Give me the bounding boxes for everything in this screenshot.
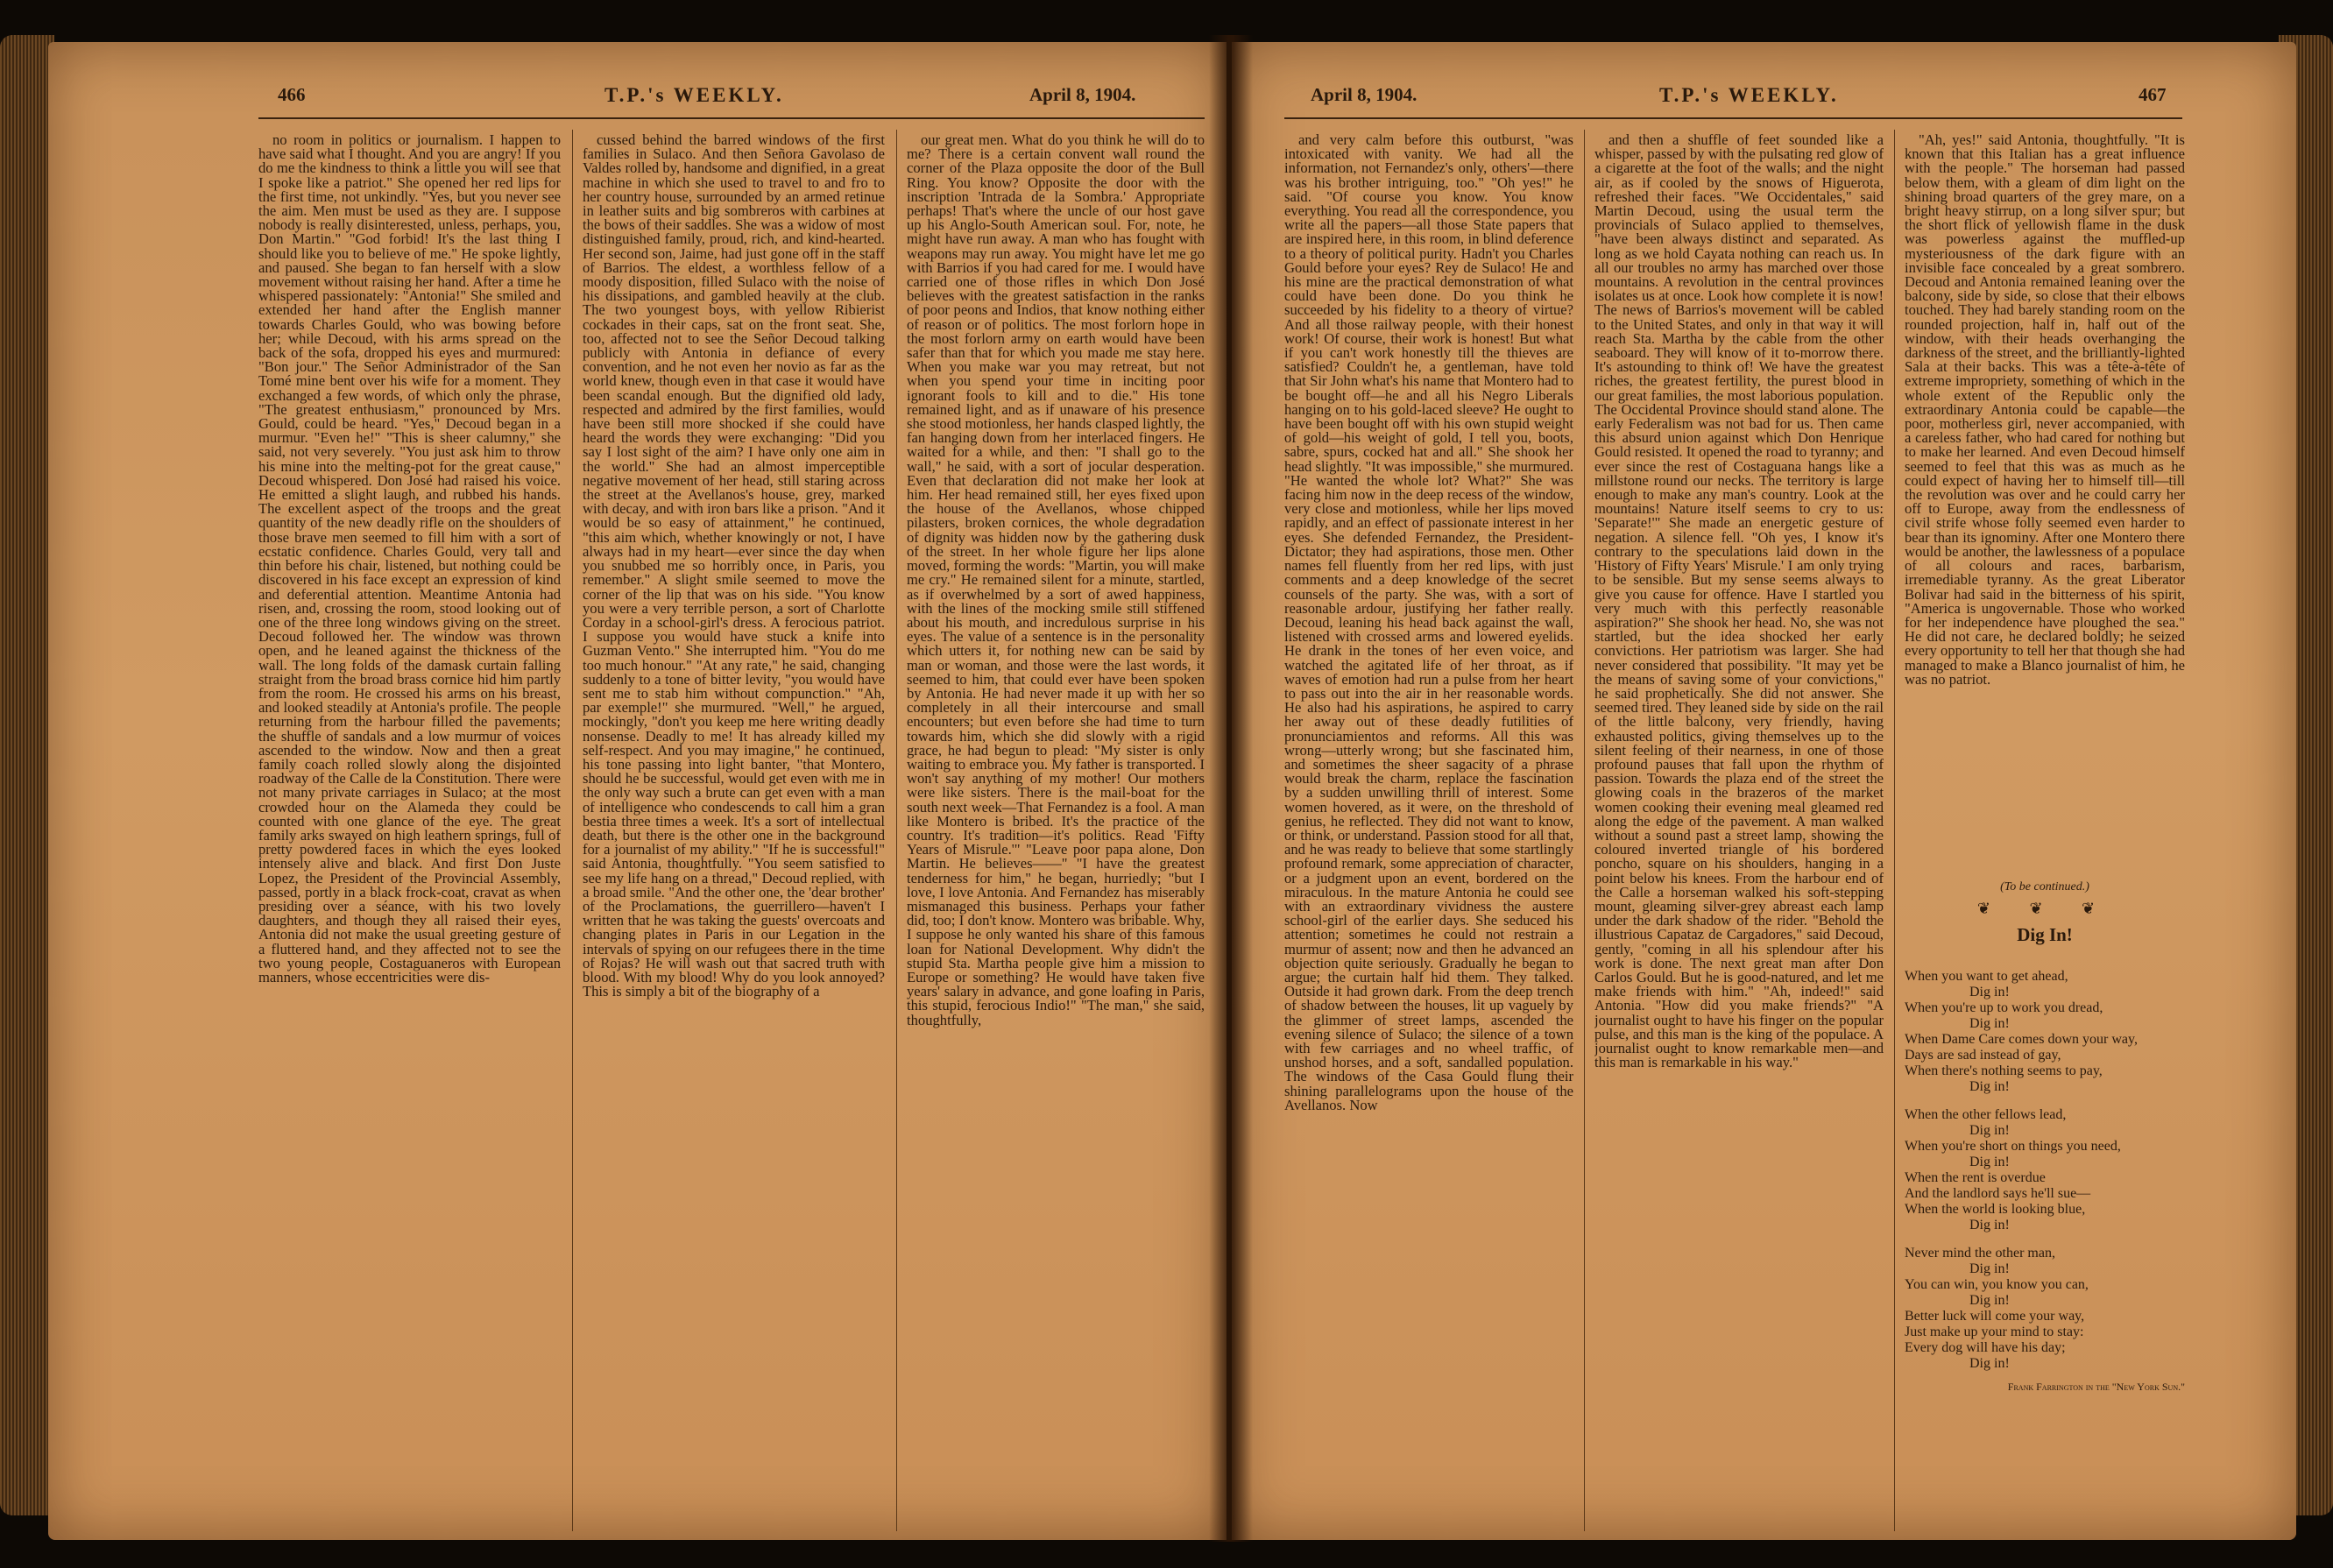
poem-credit: Frank Farrington in the "New York Sun." bbox=[2007, 1380, 2185, 1393]
page-number: 466 bbox=[278, 84, 306, 105]
article-column-6 bbox=[1905, 133, 2185, 1526]
poem-line: When there's nothing seems to pay, bbox=[1905, 1063, 2103, 1078]
ornament-fleurons: ❦ ❦ ❦ bbox=[1976, 900, 2113, 918]
poem-body bbox=[1905, 969, 2185, 1372]
poem-line: When Dame Care comes down your way, bbox=[1905, 1031, 2138, 1047]
column-text: cussed behind the barred windows of the first families in Sulaco. And then Señora Gavolaso de Valdes rolled by, handsome and dignified, in a great machine in which she used to travel to and fro to her country house, surrounded by an armed retinue in leather suits and big sombreros with carbines at the bows of their saddles. She was a widow of most distinguished family, proud, rich, and kind-hearted. Her second son, Jaime, had just gone off in the staff of Barrios. The eldest, a worthless fellow of a moody disposition, filled Sulaco with the noise of his dissipations, and gambled heavily at the club. The two youngest boys, with yellow Ribierist cockades in their caps, sat on the front seat. She, too, affected not to see the Señor Decoud talking publicly with Antonia in defiance of every convention, and he not even her novio as far as the world knew, though even in that case it would have been scandal enough. But the dignified old lady, respected and admired by the first families, would have been still more shocked if she could have heard the words they were exchanging: "Did you say I lost sight of the aim? I have only one aim in the world." She had an almost imperceptible negative movement of her head, still staring across the street at the Avellanos's house, grey, marked with decay, and with iron bars like a prison. "And it would be so easy of attainment," he continued, "this aim which, whether knowingly or not, I have always had in my heart—ever since the day when you snubbed me so horribly once, in Paris, you remember." A slight smile seemed to move the corner of the lip that was on his side. "You know you were a very terrible person, a sort of Charlotte Corday in a school-girl's dress. A ferocious patriot. I suppose you would have stuck a knife into Guzman Vento." She interrupted him. "You do me too much honour." "At any rate," he said, changing suddenly to a tone of bitter levity, "you would have sent me to stab him without compunction." "Ah, par exemple!" she murmured. "Well," he argued, mockingly, "don't you keep me here writing deadly nonsense. Deadly to me! It has already killed my self-respect. And you may imagine," he continued, his tone passing into light banter, "that Montero, should he be successful, would get even with me in the only way such a brute can get even with a man of intelligence who condescends to call him a gran bestia three times a week. It's a sort of intellectual death, but there is the other one in the background for a journalist of my ability." "If he is successful!" said Antonia, thoughtfully. "You seem satisfied to see my life hang on a thread," Decoud replied, with a broad smile. "And the other one, the 'dear brother' of the Proclamations, the guerrillero—haven't I written that he was taking the guests' overcoats and changing plates in Paris in our Legation in the intervals of spying on our refugees there in the time of Rojas? He will wash out that sacred truth with blood. With my blood! Why do you look annoyed? This is simply a bit of the biography of a bbox=[583, 133, 885, 1000]
poem-line: When the rent is overdue bbox=[1905, 1169, 2046, 1185]
poem-line: You can win, you know you can, bbox=[1905, 1276, 2089, 1292]
left-page-edges bbox=[0, 35, 54, 1515]
header-rule bbox=[258, 117, 1205, 119]
issue-date: April 8, 1904. bbox=[1311, 84, 1417, 105]
left-page bbox=[48, 42, 1227, 1540]
poem-line: When you're up to work you dread, bbox=[1905, 999, 2103, 1015]
column-text: "Ah, yes!" said Antonia, thoughtfully. "It is known that this Italian has a great influence with the people." The horseman had passed below them, with a gleam of dim light on the shining broad quarters of the grey mare, on a bright heavy stirrup, on a long silver spur; but the short flick of yellowish flame in the dusk was powerless against the muffled-up mysteriousness of the dark figure with an invisible face concealed by a great sombrero. Decoud and Antonia remained leaning over the balcony, side by side, so close that their elbows touched. They had barely standing room on the rounded projection, half in, half out of the window, with their heads overhanging the darkness of the street, and the brilliantly-lighted Sala at their backs. This was a tête-à-tête of extreme impropriety, something of which in the whole extent of the Republic only the extraordinary Antonia could be capable—the poor, motherless girl, never accompanied, with a careless father, who had cared for nothing but to make her learned. And even Decoud himself seemed to feel that this was as much as he could expect of having her to himself till—till the revolution was over and he could carry her off to Europe, away from the endlessness of civil strife whose folly seemed even harder to bear than its ignominy. After one Montero there would be another, the lawlessness of a populace of all colours and races, barbarism, irremediable tyranny. As the great Liberator Bolivar had said in the bitterness of his spirit, "America is ungovernable. Those who worked for her independence have ploughed the sea." He did not care, he declared boldly; he seized every opportunity to tell her that though she had managed to make a Blanco journalist of him, he was no patriot. bbox=[1905, 133, 2185, 688]
poem-line: Dig in! bbox=[1969, 1078, 2010, 1094]
masthead: T.P.'s WEEKLY. bbox=[604, 84, 784, 106]
poem-line: When you want to get ahead, bbox=[1905, 968, 2068, 984]
stanza-gap bbox=[1905, 1233, 2185, 1246]
poem-title: Dig In! bbox=[2017, 924, 2073, 946]
column-divider bbox=[572, 130, 573, 1531]
poem-line: Days are sad instead of gay, bbox=[1905, 1047, 2061, 1063]
poem-line: Dig in! bbox=[1969, 1217, 2010, 1233]
right-page bbox=[1232, 42, 2296, 1540]
poem-line: Better luck will come your way, bbox=[1905, 1308, 2085, 1324]
poem-line: When you're short on things you need, bbox=[1905, 1138, 2121, 1154]
article-column-1 bbox=[258, 133, 561, 1526]
column-text: and very calm before this outburst, "was intoxicated with vanity. We had all the information, not Fernandez's only, others'—there was his brother intriguing, too." "Oh yes!" he said. "Of course you know. You know everything. You read all the correspondence, you write all the papers—all those State papers that are inspired here, in this room, in blind deference to a theory of political purity. Hadn't you Charles Gould before your eyes? Rey de Sulaco! He and his mine are the practical demonstration of what could have been done. Do you think he succeeded by his fidelity to a theory of virtue? And all those railway people, with their honest work! Of course, their work is honest! But what if you can't work honestly till the thieves are satisfied? Couldn't he, a gentleman, have told that Sir John what's his name that Montero had to be bought off—he and all his Negro Liberals hanging on to his gold-laced sleeve? He ought to have been bought off with his own stupid weight of gold—his weight of gold, I tell you, boots, sabre, spurs, cocked hat and all." She shook her head slightly. "It was impossible," she murmured. "He wanted the whole lot? What?" She was facing him now in the deep recess of the window, very close and motionless, while her lips moved rapidly, and an effect of passionate interest in her eyes. She defended Fernandez, the President-Dictator; they had aspirations, those men. Other names fell fluently from her red lips, with just comments and a deep knowledge of the secret counsels of the party. She was, with a sort of reasonable ardour, justifying her father really. Decoud, leaning his head back against the wall, listened with crossed arms and lowered eyelids. He drank in the tones of her even voice, and watched the agitated life of her throat, as if waves of emotion had run a pulse from her heart to pass out into the air in her reasonable words. He also had his aspirations, he aspired to carry her away out of these deadly futilities of pronunciamientos and reforms. All this was wrong—utterly wrong; but she fascinated him, and sometimes the sheer sagacity of a phrase would break the charm, replace the fascination by a sudden unwilling thrill of interest. Some women hovered, as it were, on the threshold of genius, he reflected. They did not want to know, or think, or understand. Passion stood for all that, and he was ready to believe that some startlingly profound remark, some appreciation of character, or a judgment upon an event, bordered on the miraculous. In the mature Antonia he could see with an extraordinary vividness the austere school-girl of the earlier days. She seduced his attention; sometimes he could not restrain a murmur of assent; now and then he advanced an objection quite seriously. Gradually he began to argue; the curtain half hid them. They talked. Outside it had grown dark. From the deep trench of shadow between the houses, lit up vaguely by the glimmer of street lamps, ascended the evening silence of Sulaco; the silence of a town with few carriages and no wheel traffic, of unshod horses, and a soft, sandalled population. The windows of the Casa Gould flung their shining parallelograms upon the house of the Avellanos. Now bbox=[1284, 133, 1573, 1113]
poem-line: Dig in! bbox=[1969, 1292, 2010, 1308]
to-be-continued: (To be continued.) bbox=[2000, 880, 2089, 893]
column-divider bbox=[1894, 130, 1895, 1531]
column-text: no room in politics or journalism. I happen to have said what I thought. And you are angry! If you do me the kindness to think a little you will see that I spoke like a patriot." She opened her red lips for the first time, not unkindly. "Yes, but you never see the aim. Men must be used as they are. I suppose nobody is really disinterested, unless, perhaps, you, Don Martin." "God forbid! It's the last thing I should like you to believe of me." He spoke lightly, and paused. She began to fan herself with a slow movement without raising her hand. After a time he whispered passionately: "Antonia!" She smiled and extended her hand after the English manner towards Charles Gould, who was bowing before her; while Decoud, with his arms spread on the back of the sofa, dropped his eyes and murmured: "Bon jour." The Señor Administrador of the San Tomé mine bent over his wife for a moment. They exchanged a few words, of which only the phrase, "The greatest enthusiasm," pronounced by Mrs. Gould, could be heard. "Yes," Decoud began in a murmur. "Even he!" "This is sheer calumny," she said, not very severely. "You just ask him to throw his mine into the melting-pot for the great cause," Decoud whispered. Don José had raised his voice. He emitted a slight laugh, and rubbed his hands. The excellent aspect of the troops and the great quantity of the new deadly rifle on the shoulders of those brave men seemed to fill him with a sort of ecstatic confidence. Charles Gould, very tall and thin before his chair, listened, but nothing could be discovered in his face except an expression of kind and deferential attention. Meantime Antonia had risen, and, crossing the room, stood looking out of one of the three long windows giving on the street. Decoud followed her. The window was thrown open, and he leaned against the thickness of the wall. The long folds of the damask curtain falling straight from the broad brass cornice hid him partly from the room. He crossed his arms on his breast, and looked steadily at Antonia's profile. The people returning from the harbour filled the pavements; the shuffle of sandals and a low murmur of voices ascended to the window. Now and then a great family coach rolled slowly along the disjointed roadway of the Calle de la Constitution. There were not many private carriages in Sulaco; at the most crowded hour on the Alameda they could be counted with one glance of the eye. The great family arks swayed on high leathern springs, full of pretty powdered faces in which the eyes looked intensely alive and black. And first Don Juste Lopez, the President of the Provincial Assembly, passed, portly in a black frock-coat, cravat as when presiding over a séance, with his two lovely daughters, and though they all raised their eyes, Antonia did not make the usual greeting gesture of a fluttered hand, and they affected not to see the two young people, Costaguaneros with European manners, whose eccentricities were dis- bbox=[258, 133, 561, 985]
poem-line: When the world is looking blue, bbox=[1905, 1201, 2086, 1217]
column-divider bbox=[1584, 130, 1585, 1531]
poem-line: Dig in! bbox=[1969, 984, 2010, 999]
poem-line: Just make up your mind to stay: bbox=[1905, 1324, 2084, 1339]
poem-line: Dig in! bbox=[1969, 1122, 2010, 1138]
masthead: T.P.'s WEEKLY. bbox=[1659, 84, 1839, 106]
poem-line: Never mind the other man, bbox=[1905, 1245, 2055, 1261]
issue-date: April 8, 1904. bbox=[1029, 84, 1136, 105]
page-number: 467 bbox=[2139, 84, 2167, 105]
poem-line: Dig in! bbox=[1969, 1261, 2010, 1276]
article-column-3 bbox=[907, 133, 1205, 1526]
poem-line: Dig in! bbox=[1969, 1154, 2010, 1169]
column-divider bbox=[896, 130, 897, 1531]
stanza-gap bbox=[1905, 1095, 2185, 1107]
right-page-header bbox=[1232, 84, 2296, 119]
poem-line: Dig in! bbox=[1969, 1355, 2010, 1371]
column-text: our great men. What do you think he will do to me? There is a certain convent wall round the corner of the Plaza opposite the door of the Bull Ring. You know? Opposite the door with the inscription 'Intrada de la Sombra.' Appropriate perhaps! That's where the uncle of our host gave up his Anglo-South American soul. For, note, he might have run away. A man who has fought with weapons may run away. You might have let me go with Barrios if you had cared for me. I would have carried one of those rifles in which Don José believes with the greatest satisfaction in the ranks of poor peons and Indios, that know nothing either of reason or of politics. The most forlorn hope in the most forlorn army on earth would have been safer than that for which you made me stay here. When you make war you may retreat, but not when you spend your time in inciting poor ignorant fools to kill and to die." His tone remained light, and as if unaware of his presence she stood motionless, her hands clasped lightly, the fan hanging down from her interlaced fingers. He waited for a while, and then: "I shall go to the wall," he said, with a sort of jocular desperation. Even that declaration did not make her look at him. Her head remained still, her eyes fixed upon the house of the Avellanos, whose chipped pilasters, broken cornices, the whole degradation of dignity was hidden now by the gathering dusk of the street. In her whole figure her lips alone moved, forming the words: "Martin, you will make me cry." He remained silent for a minute, startled, as if overwhelmed by a sort of awed happiness, with the lines of the mocking smile still stiffened about his mouth, and incredulous surprise in his eyes. The value of a sentence is in the personality which utters it, for nothing new can be said by man or woman, and those were the last words, it seemed to him, that could ever have been spoken by Antonia. He had never made it up with her so completely in all their intercourse and small encounters; but even before she had time to turn towards him, which she did slowly with a rigid grace, he had begun to plead: "My sister is only waiting to embrace you. My father is transported. I won't say anything of my mother! Our mothers were like sisters. There is the mail-boat for the south next week—That Fernandez is a fool. A man like Montero is bribed. It's the practice of the country. It's tradition—it's politics. Read 'Fifty Years of Misrule.'" "Leave poor papa alone, Don Martin. He believes——" "I have the greatest tenderness for him," he began, hurriedly; "but I love, I love Antonia. And Fernandez has miserably mismanaged this business. Perhaps your father did, too; I don't know. Montero was bribable. Why, I suppose he only wanted his share of this famous loan for National Development. Why didn't the stupid Sta. Martha people give him a mission to Europe or something? He would have taken five years' salary in advance, and gone loafing in Paris, this stupid, ferocious Indio!" "The man," she said, thoughtfully, bbox=[907, 133, 1205, 1028]
header-rule bbox=[1284, 117, 2182, 119]
book-gutter bbox=[1209, 35, 1253, 1542]
article-column-4 bbox=[1284, 133, 1573, 1526]
poem-line: And the landlord says he'll sue— bbox=[1905, 1185, 2091, 1201]
article-column-2 bbox=[583, 133, 885, 1526]
poem-line: When the other fellows lead, bbox=[1905, 1106, 2067, 1122]
left-page-header bbox=[48, 84, 1227, 119]
column-text: and then a shuffle of feet sounded like a whisper, passed by with the pulsating red glow of a cigarette at the foot of the walls; and the night air, as if cooled by the snows of Higuerota, refreshed their faces. "We Occidentales," said Martin Decoud, using the usual term the provincials of Sulaco applied to themselves, "have been always distinct and separated. As long as we hold Cayata nothing can reach us. In all our troubles no army has marched over those mountains. A revolution in the central provinces isolates us at once. Look how complete it is now! The news of Barrios's movement will be cabled to the United States, and only in that way it will reach Sta. Martha by the cable from the other seaboard. They will know of it to-morrow there. It's astounding to think of! We have the greatest riches, the greatest fertility, the purest blood in our great families, the most laborious population. The Occidental Province should stand alone. The early Federalism was not bad for us. Then came this absurd union against which Don Henrique Gould resisted. It opened the road to tyranny; and ever since the rest of Costaguana hangs like a millstone round our necks. The territory is large enough to make any man's country. Look at the mountains! Nature itself seems to cry to us: 'Separate!'" She made an energetic gesture of negation. A silence fell. "Oh yes, I know it's contrary to the speculations laid down in the 'History of Fifty Years' Misrule.' I am only trying to be sensible. But my sense seems always to give you cause for offence. Have I startled you very much with this perfectly reasonable aspiration?" She shook her head. No, she was not startled, but the idea shocked her early convictions. Her patriotism was larger. She had never considered that possibility. "It may yet be the means of saving some of your convictions," he said prophetically. She did not answer. She seemed tired. They leaned side by side on the rail of the little balcony, very friendly, having exhausted politics, giving themselves up to the silent feeling of their nearness, in one of those profound pauses that fall upon the rhythm of passion. Towards the plaza end of the street the glowing coals in the brazeros of the market women cooking their evening meal gleamed red along the edge of the pavement. A man walked without a sound past a street lamp, showing the coloured inverted triangle of his bordered poncho, square on his shoulders, hanging in a point below his knees. From the harbour end of the Calle a horseman walked his soft-stepping mount, gleaming silver-grey abreast each lamp under the dark shadow of the rider. "Behold the illustrious Capataz de Cargadores," said Decoud, gently, "coming in all his splendour after his work is done. The next great man after Don Carlos Gould. But he is good-natured, and let me make friends with him." "Ah, indeed!" said Antonia. "How did you make friends?" "A journalist ought to have his finger on the popular pulse, and this man is the king of the populace. A journalist ought to know remarkable men—and this man is remarkable in his way." bbox=[1594, 133, 1884, 1071]
poem-line: Every dog will have his day; bbox=[1905, 1339, 2066, 1355]
article-column-5 bbox=[1594, 133, 1884, 1526]
poem-line: Dig in! bbox=[1969, 1015, 2010, 1031]
article-continuation bbox=[1905, 133, 2185, 865]
